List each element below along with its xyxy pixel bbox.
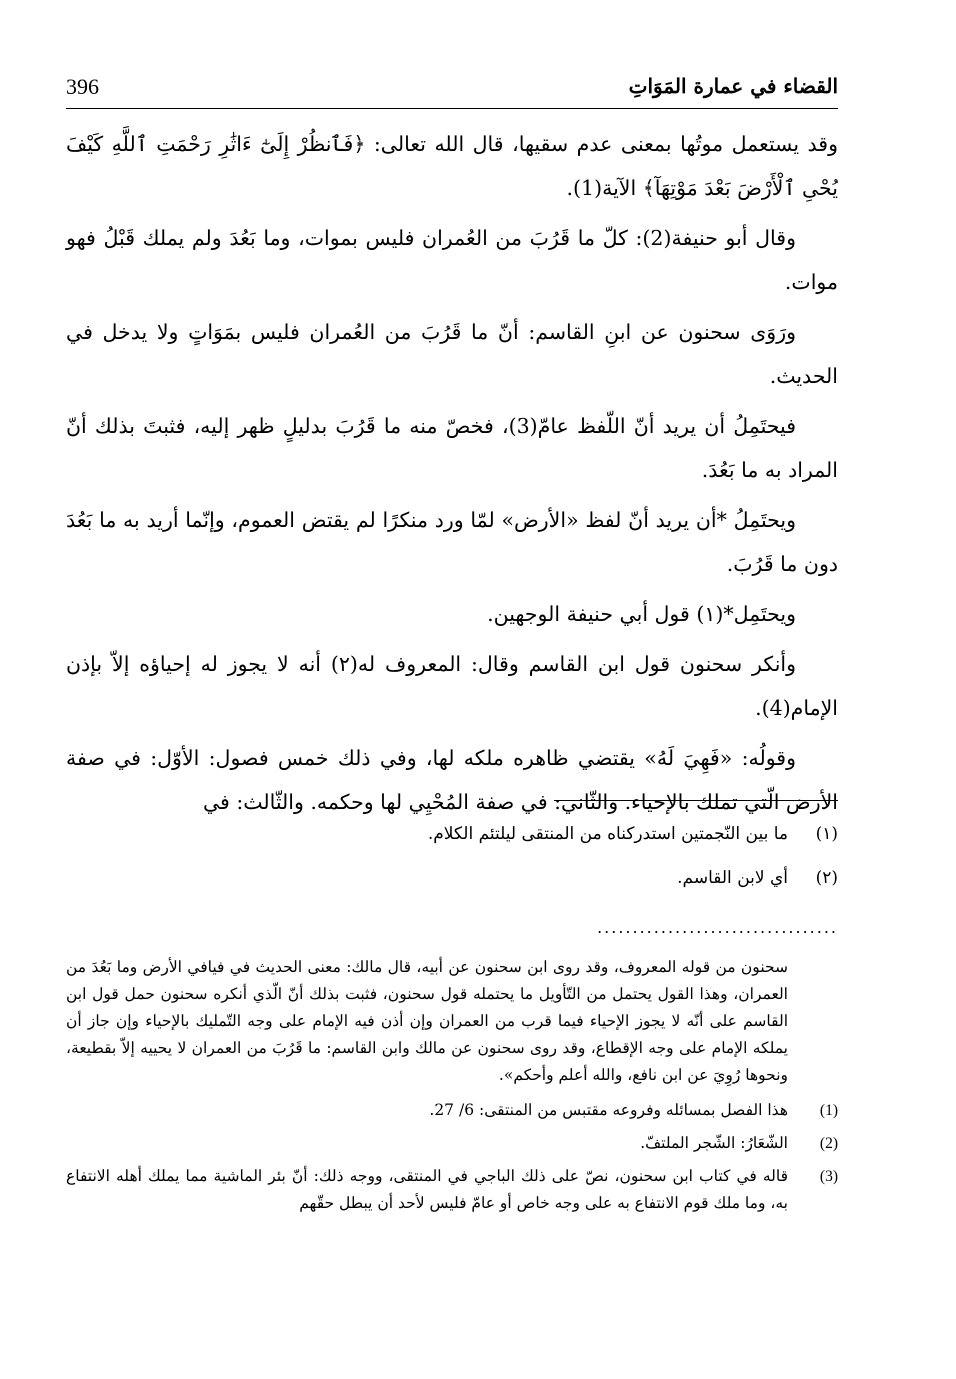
footnote-rule [554,800,838,801]
editor-footnotes [66,812,838,900]
paragraph-6: ويحتَمِل*(١) قول أبي حنيفة الوجهين. [487,602,796,626]
paragraph-4: فيحتَمِلُ أن يريد أنّ اللّفظ عامّ(3)، فخصّ منه ما قَرُبَ بدليلٍ ظهر إليه، فثبتَ بذلك أنّ المراد به ما بَعُدَ. [66,414,838,482]
footnote-text: الشّعَارُ: الشّجر الملتفّ. [640,1134,788,1152]
paragraph-1: وقد يستعمل موتُها بمعنى عدم سقيها، قال الله تعالى: ﴿فَٱنظُرْ إِلَىٰٓ ءَاثَٰرِ رَحْمَتِ ٱللَّهِ كَيْفَ يُحْىِ ٱلْأَرْضَ بَعْدَ مَوْتِهَآ﴾ الآية(1). [66,132,838,200]
paragraph-8: وقولُه: «فَهِيَ لَهُ» يقتضي ظاهره ملكه لها، وفي ذلك خمس فصول: الأوّل: في صفة الأرض الّتي تملك بالإحياء. والثّاني: في صفة المُحْيِي لها وحكمه. والثّالث: في [66,746,838,814]
header-rule [66,108,838,109]
footnote-text: ما بين النّجمتين استدركناه من المنتقى ليلتئم الكلام. [427,824,788,844]
footnote-number: (3) [819,1168,838,1185]
paragraph-5: ويحتَمِلُ *أن يريد أنّ لفظ «الأرض» لمّا ورد منكرًا لم يقتض العموم، وإنّما أريد به ما بَعُدَ دون ما قَرُبَ. [66,508,838,576]
footnote-separator-dots: .................................. [597,918,838,937]
footnote-number: (2) [819,1135,838,1152]
footnote-text: قاله في كتاب ابن سحنون، نصّ على ذلك الباجي في المنتقى، ووجه ذلك: أنّ بئر الماشية مما يملك أهله الانتفاع به، وما ملك قوم الانتفاع به على وجه خاص أو عامّ فليس لأحد أن يبطل حقّهم [66,1167,788,1212]
footnote-number: (1) [819,1102,838,1119]
page-number: 396 [66,74,99,99]
main-text [66,122,838,824]
footnote-text: أي لابن القاسم. [677,868,788,888]
paragraph-2: وقال أبو حنيفة(2): كلّ ما قَرُبَ من العُمران فليس بموات، وما بَعُدَ ولم يملك قَبْلُ فهو موات. [66,226,838,294]
continued-footnote: سحنون من قوله المعروف، وقد روى ابن سحنون عن أبيه، قال مالك: معنى الحديث في فيافي الأرض وما بَعُدَ من العمران، وهذا القول يحتمل من التّأويل ما يحتمله قول سحنون، فثبت بذلك أنّ الّذي أنكره سحنون حمل قول ابن القاسم على أنّه لا يجوز الإحياء فيما قرب من العمران وإن أذن فيه الإمام على وجه التّمليك بالإحياء وإن جاز أن يملكه الإمام على وجه الإقطاع، وقد روى سحنون عن مالك وابن القاسم: ما قَرُبَ من العمران لا يحييه إلاّ بقطيعة، ونحوها رُوِيَ عن ابن نافع، والله أعلم وأحكم». [66,958,788,1084]
footnote-item [66,812,838,856]
paragraph-3: ورَوَى سحنون عن ابنِ القاسم: أنّ ما قَرُبَ من العُمران فليس بمَوَاتٍ ولا يدخل في الحديث. [66,320,838,388]
footnote-text: هذا الفصل بمسائله وفروعه مقتبس من المنتقى: 6/ 27. [429,1101,788,1119]
footnote-number: (١) [815,824,838,844]
footnote-number: (٢) [815,868,838,888]
page-header [66,70,838,106]
footnote-item [66,856,838,900]
footnote-item [66,1130,838,1157]
footnote-item [66,1097,838,1124]
footnote-item [66,1163,838,1217]
running-title: القضاء في عمارة المَوَاتِ [628,74,838,98]
original-footnotes [66,954,838,1223]
paragraph-7: وأنكر سحنون قول ابن القاسم وقال: المعروف له(٢) أنه لا يجوز له إحياؤه إلاّ بإذن الإمام(4). [66,652,838,720]
